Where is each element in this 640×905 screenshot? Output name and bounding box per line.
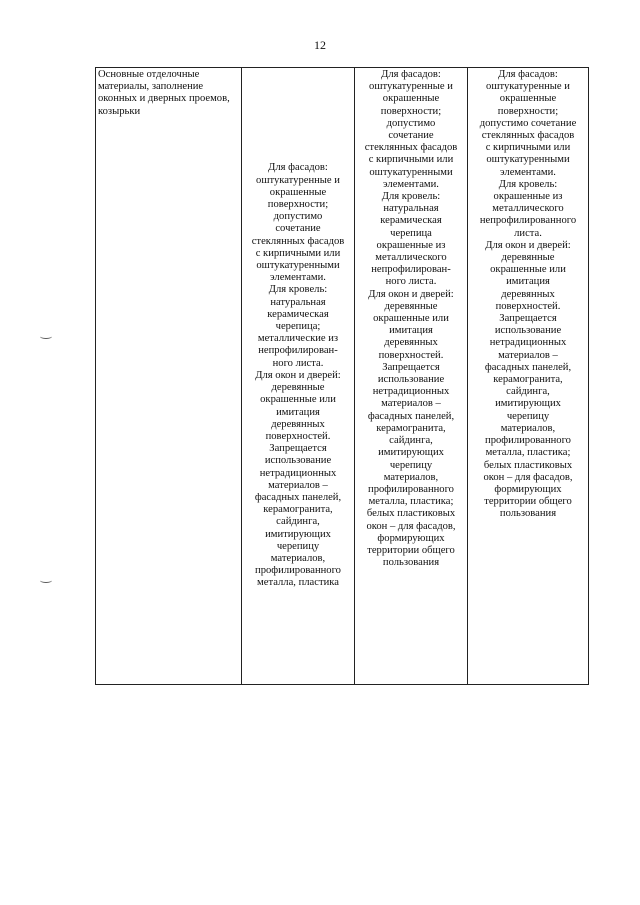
row-label-cell: Основные отделочные материалы, заполнение оконных и дверных проемов, козырьки xyxy=(96,68,242,685)
requirements-cell-column-2: Для фасадов: оштукатуренные и окрашенные поверхности; допустимо сочетание стеклянных фасадов с кирпичными или оштукатуренными элементами. Для кровель: натуральная керамическая черепица; металлические из непрофилирован- ного листа. Для окон и дверей: деревянные окрашенные или имитация деревянных поверхностей. Запрещается использование нетрадиционных материалов – фасадных панелей, керамогранита, сайдинга, имитирующих черепицу материалов, профилированного металла, пластика xyxy=(242,68,355,685)
page-number: 12 xyxy=(314,38,326,52)
binding-hole-mark xyxy=(40,578,52,583)
requirements-cell-column-4: Для фасадов: оштукатуренные и окрашенные поверхности; допустимо сочетание стеклянных фасадов с кирпичными или оштукатуренными элементами. Для кровель: окрашенные из металлического непрофилированного листа. Для окон и дверей: деревянные окрашенные или имитация деревянных поверхностей. Запрещается использование нетрадиционных материалов – фасадных панелей, керамогранита, сайдинга, имитирующих черепицу материалов, профилированного металла, пластика; белых пластиковых окон – для фасадов, формирующих территории общего пользования xyxy=(468,68,589,685)
materials-table xyxy=(95,67,589,685)
table-row xyxy=(96,68,589,685)
binding-hole-mark xyxy=(40,334,52,339)
requirements-cell-column-3: Для фасадов: оштукатуренные и окрашенные поверхности; допустимо сочетание стеклянных фасадов с кирпичными или оштукатуренными элементами. Для кровель: натуральная керамическая черепица окрашенные из металлического непрофилирован- ного листа. Для окон и дверей: деревянные окрашенные или имитация деревянных поверхностей. Запрещается использование нетрадиционных материалов – фасадных панелей, керамогранита, сайдинга, имитирующих черепицу материалов, профилированного металла, пластика; белых пластиковых окон – для фасадов, формирующих территории общего пользования xyxy=(355,68,468,685)
